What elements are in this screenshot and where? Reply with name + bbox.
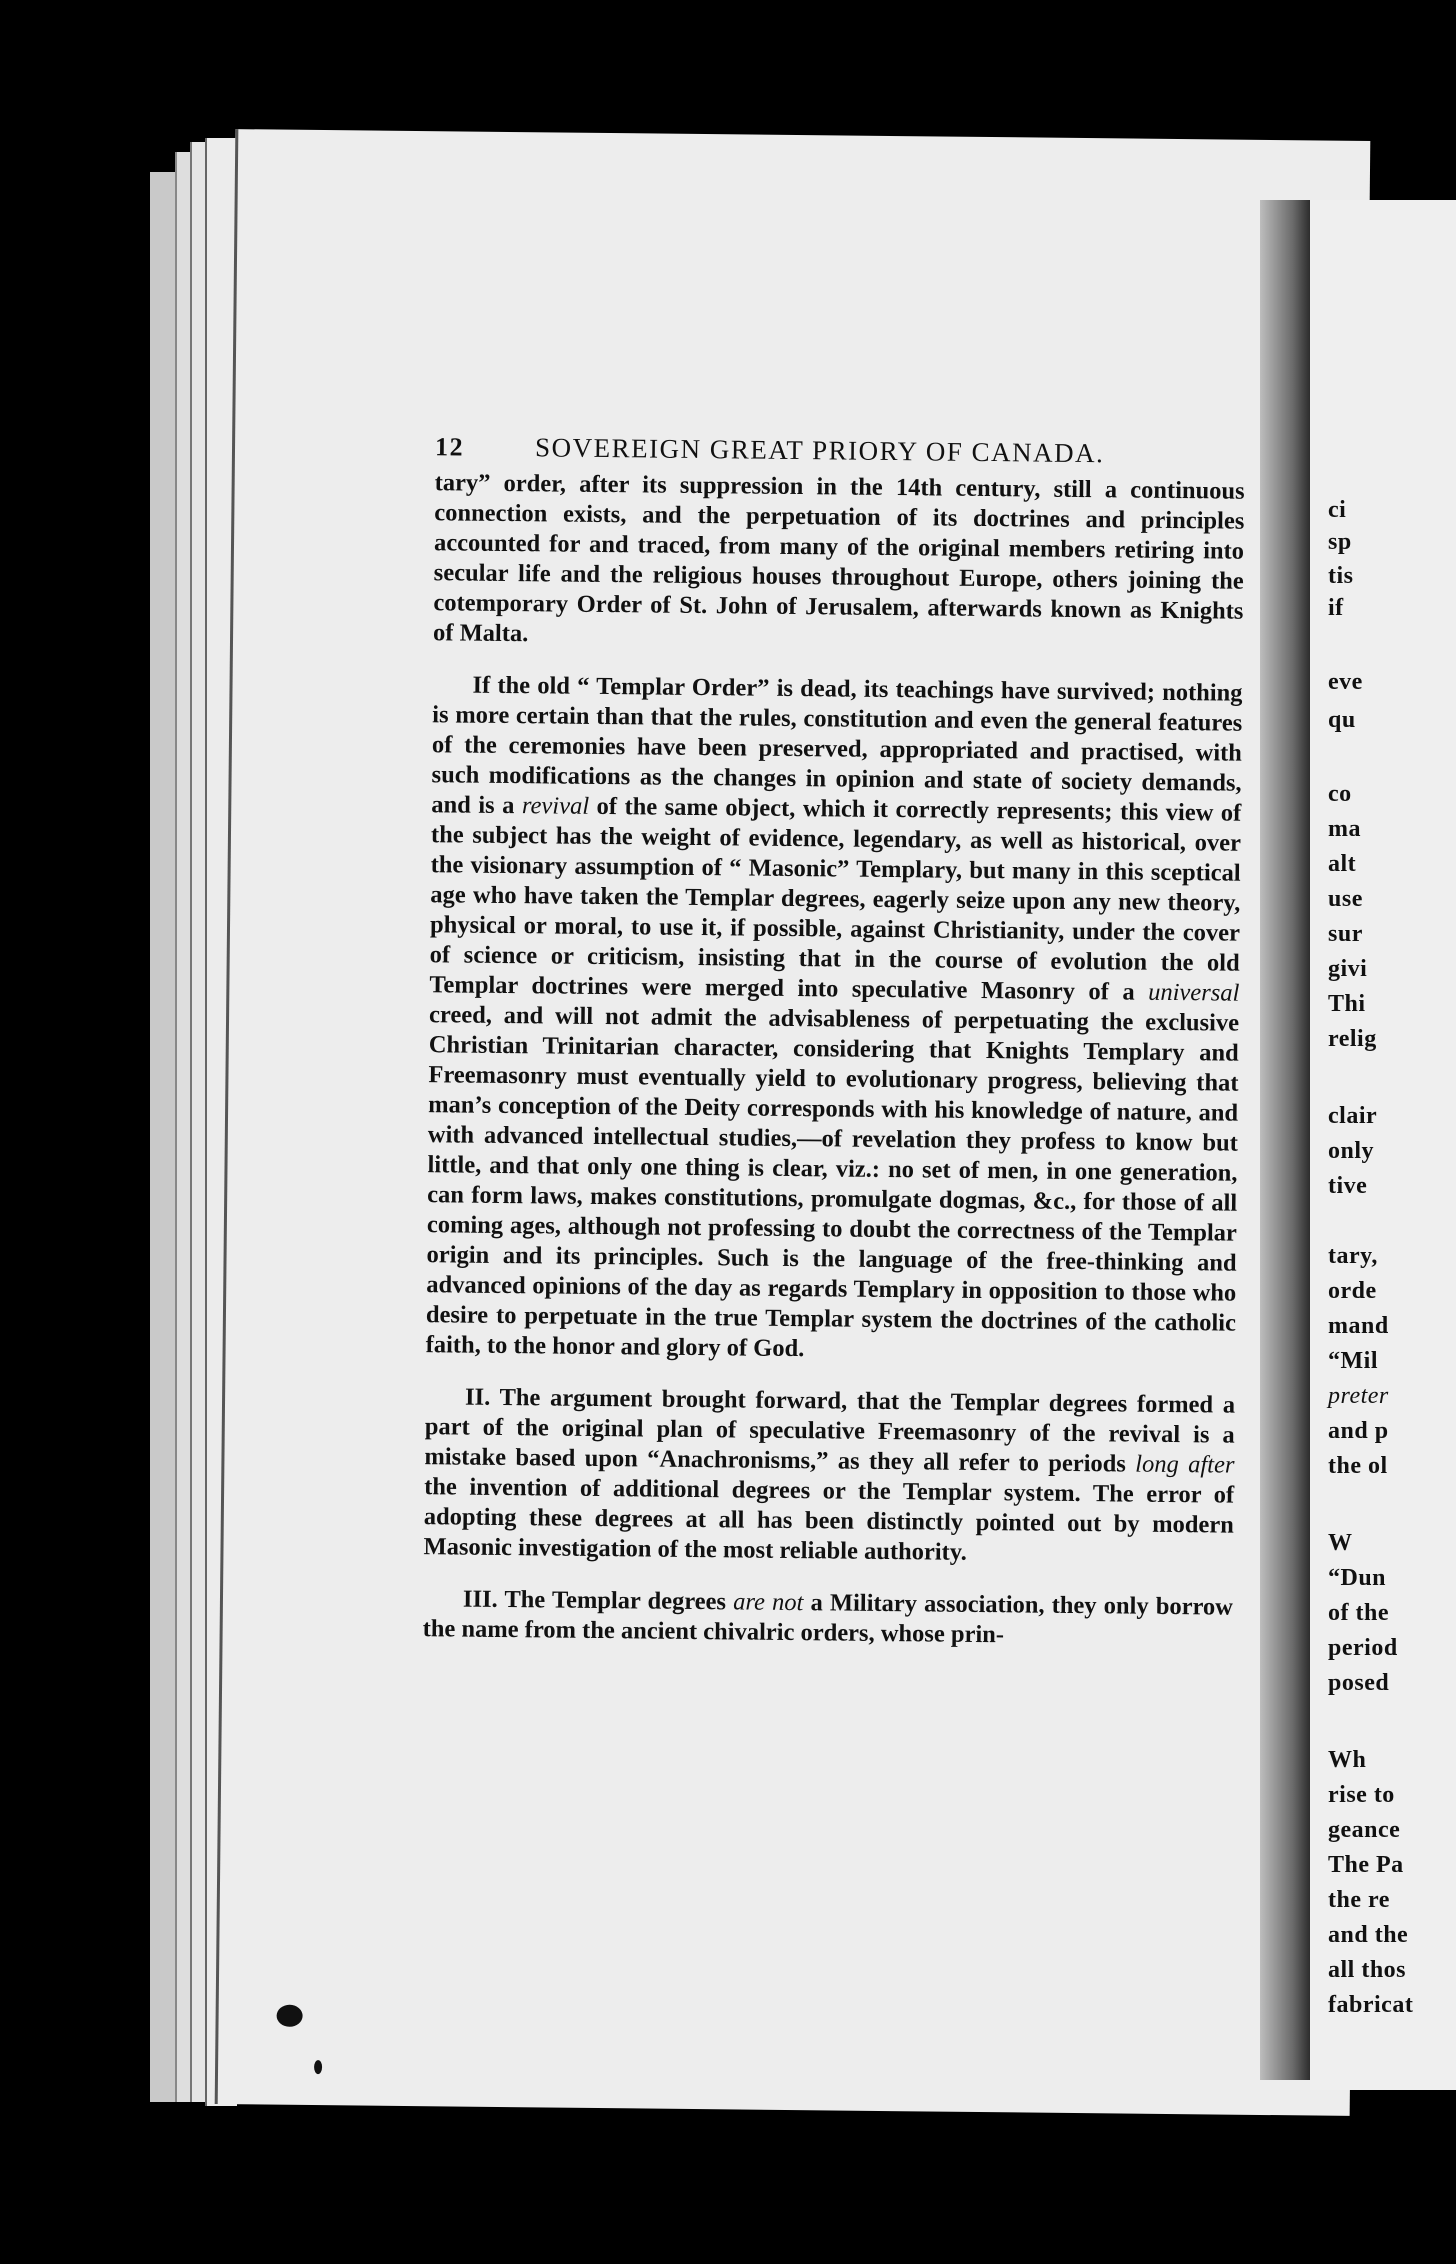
facing-page-text-fragment: of the [1328,1600,1389,1627]
facing-page-text-fragment: use [1328,886,1363,913]
facing-page-text-fragment: geance [1328,1817,1401,1844]
facing-page-text-fragment: only [1328,1138,1375,1165]
facing-page-text-fragment: mand [1328,1313,1389,1340]
text-run: of the same object, which it correctly represents; this view of the subject has the weight of evidence, legendary, as well as historical, over the visionary assumption of “ Masonic” Templary, but many in this sceptical age who have taken the Templar degrees, eagerly seize upon any new theory, physical or moral, to use it, if possible, against Christianity, under the cover of science or criticism, insisting that in the course of evolution the old Templar doctrines were merged into speculative Masonry of a [429,792,1242,1006]
facing-page-text-fragment: rise to [1328,1782,1395,1809]
facing-page-text-fragment: Wh [1328,1747,1367,1774]
text-run: creed, and will not admit the advisableness of perpetuating the exclusive Christian Trinitarian character, considering that Knights Templary and Freemasonry must eventually yield to evolutionary progress, believing that man’s conception of the Deity corresponds with his knowledge of nature, and with advanced intellectual studies,—of revelation they profess to know but little, and that only one thing is clear, viz.: no set of men, in one generation, can form laws, makes constitutions, promulgate dogmas, &c., for those of all coming ages, although not professing to doubt the correctness of the Templar origin and its principles. Such is the language of the free-thinking and advanced opinions of the day as regards Templary in opposition to those who desire to perpetuate in the true Templar system the doctrines of the catholic faith, to the honor and glory of God. [425,1001,1240,1363]
facing-page-text-fragment: and p [1328,1418,1389,1445]
facing-page-text-fragment: relig [1328,1026,1377,1053]
book-gutter [1260,200,1315,2080]
facing-page-text-fragment: fabricat [1328,1992,1414,2019]
facing-page-text-fragment: “Dun [1328,1565,1387,1592]
facing-page-text-fragment: Thi [1328,991,1366,1018]
facing-page-text-fragment: alt [1328,851,1357,878]
facing-page-text-fragment: ci [1328,497,1347,523]
facing-page-text-fragment: orde [1328,1278,1377,1305]
book-page [215,129,1371,2116]
facing-page-text-fragment: tis [1328,562,1354,589]
text-run: III. The Templar degrees [462,1585,734,1616]
facing-page-text-fragment: preter [1328,1383,1389,1410]
facing-page-text-fragment: if [1328,595,1344,621]
paragraph [423,1382,1235,1570]
text-run: tary” order, after its suppression in the 14th century, still a continuous connection exists, and the perpetuation of its doctrines and principles accounted for and traced, from many of the original members retiring into secular life and the religious houses throughout Europe, others joining the cotemporary Order of St. John of Jerusalem, afterwards known as Knights of Malta. [432,469,1245,648]
facing-page-text-fragment: sur [1328,921,1363,948]
facing-page-text-fragment: clair [1328,1103,1378,1130]
page-number: 12 [434,432,465,462]
facing-page-text-fragment: ma [1328,816,1361,843]
italic-text: long after [1135,1450,1235,1479]
facing-page-text-fragment: co [1328,781,1352,808]
ink-blot [314,2060,322,2074]
facing-page-text-fragment: tive [1328,1173,1368,1200]
facing-page-text-fragment: the re [1328,1887,1390,1914]
text-column [422,431,1245,1674]
running-head [435,431,1245,470]
facing-page [1310,200,1456,2090]
facing-page-text-fragment: tary, [1328,1243,1378,1270]
facing-page-text-fragment: W [1328,1530,1353,1557]
facing-page-text-fragment: qu [1328,707,1356,733]
text-run: II. The argument brought forward, that the Templar degrees formed a part of the original plan of speculative Freemasonry of the revival is a mistake based upon “Anachronisms,” as they all refer to periods [424,1383,1236,1478]
body-text [423,468,1245,1652]
paragraph [423,1584,1234,1652]
facing-page-text-fragment: The Pa [1328,1852,1404,1879]
facing-page-text-fragment: givi [1328,956,1368,983]
paragraph [425,670,1242,1368]
facing-page-text-fragment: “Mil [1328,1348,1378,1375]
italic-text: revival [521,792,590,820]
text-run: a Military association, they only borrow the name from the ancient chivalric orders, whose prin- [422,1589,1234,1649]
text-run: the invention of additional degrees or the Templar system. The error of adopting these degrees at all has been distinctly pointed out by modern Masonic investigation of the most reliable authority. [423,1473,1235,1566]
facing-page-text-fragment: period [1328,1635,1398,1662]
italic-text: are not [733,1588,804,1617]
paragraph [433,468,1245,656]
facing-page-text-fragment: posed [1328,1670,1390,1697]
text-run: If the old “ Templar Order” is dead, its teachings have survived; nothing is more certain than that the rules, constitution and even the general features of the ceremonies have been preserved, appropriated and practised, with such modifications as the changes in opinion and state of society demands, and is a [431,671,1243,820]
facing-page-text-fragment: sp [1328,529,1352,556]
ink-blot [277,2005,303,2027]
facing-page-text-fragment: and the [1328,1922,1409,1949]
facing-page-text-fragment: eve [1328,669,1363,696]
facing-page-text-fragment: the ol [1328,1453,1388,1480]
facing-page-text-fragment: all thos [1328,1957,1407,1984]
italic-text: universal [1148,978,1240,1007]
running-head-title: SOVEREIGN GREAT PRIORY OF CANADA. [534,432,1105,469]
